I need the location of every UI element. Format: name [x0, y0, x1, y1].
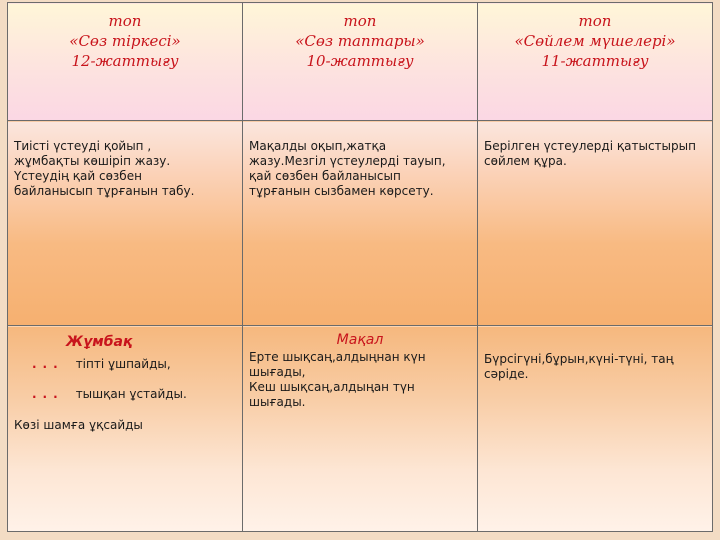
task-cell-1: [8, 121, 243, 326]
proverb-title: Мақал: [336, 332, 384, 348]
task-text: Берілген үстеулерді қатыстырып сөйлем құра.: [484, 139, 696, 168]
riddle-line-1: [8, 356, 242, 386]
blank-dots: ...: [32, 357, 64, 371]
sentence-cell: [478, 326, 713, 532]
material-row: [8, 326, 713, 532]
riddle-line-3: Көзі шамға ұқсайды: [14, 418, 143, 432]
header-cell-group-2: [243, 3, 478, 121]
riddle-line-2: [8, 386, 242, 416]
header-cell-group-1: [8, 3, 243, 121]
riddle-title: Жұмбақ: [66, 334, 133, 350]
group-topic: «Сөйлем мүшелері»: [514, 32, 676, 50]
exercise-number: 12-жаттығу: [71, 52, 179, 70]
riddle-text: тышқан ұстайды.: [75, 387, 187, 401]
group-topic: «Сөз тіркесі»: [69, 32, 181, 50]
proverb-cell: [243, 326, 478, 532]
assignment-table: [7, 2, 713, 532]
task-row: [8, 121, 713, 326]
proverb-text: Ерте шықсаң,алдыңнан күн шығады, Кеш шықсаң,алдыңан түн шығады.: [249, 350, 426, 409]
task-cell-2: [243, 121, 478, 326]
group-label: топ: [108, 12, 142, 30]
header-row: [8, 3, 713, 121]
exercise-number: 10-жаттығу: [306, 52, 414, 70]
group-topic: «Сөз таптары»: [295, 32, 425, 50]
task-cell-3: [478, 121, 713, 326]
group-label: топ: [578, 12, 612, 30]
riddle-cell: [8, 326, 243, 532]
task-text: Мақалды оқып,жатқа жазу.Мезгіл үстеулерді тауып, қай сөзбен байланысып тұрғанын сызбамен көрсету.: [249, 139, 446, 198]
group-label: топ: [343, 12, 377, 30]
sentence-words: Бүрсігүні,бұрын,күні-түні, таң сәріде.: [484, 352, 674, 381]
exercise-number: 11-жаттығу: [541, 52, 649, 70]
riddle-text: тіпті ұшпайды,: [75, 357, 171, 371]
header-cell-group-3: [478, 3, 713, 121]
blank-dots: ...: [32, 387, 64, 401]
task-text: Тиісті үстеуді қойып , жұмбақты көшіріп жазу. Үстеудің қай сөзбен байланысып тұрғанын табу.: [14, 139, 195, 198]
